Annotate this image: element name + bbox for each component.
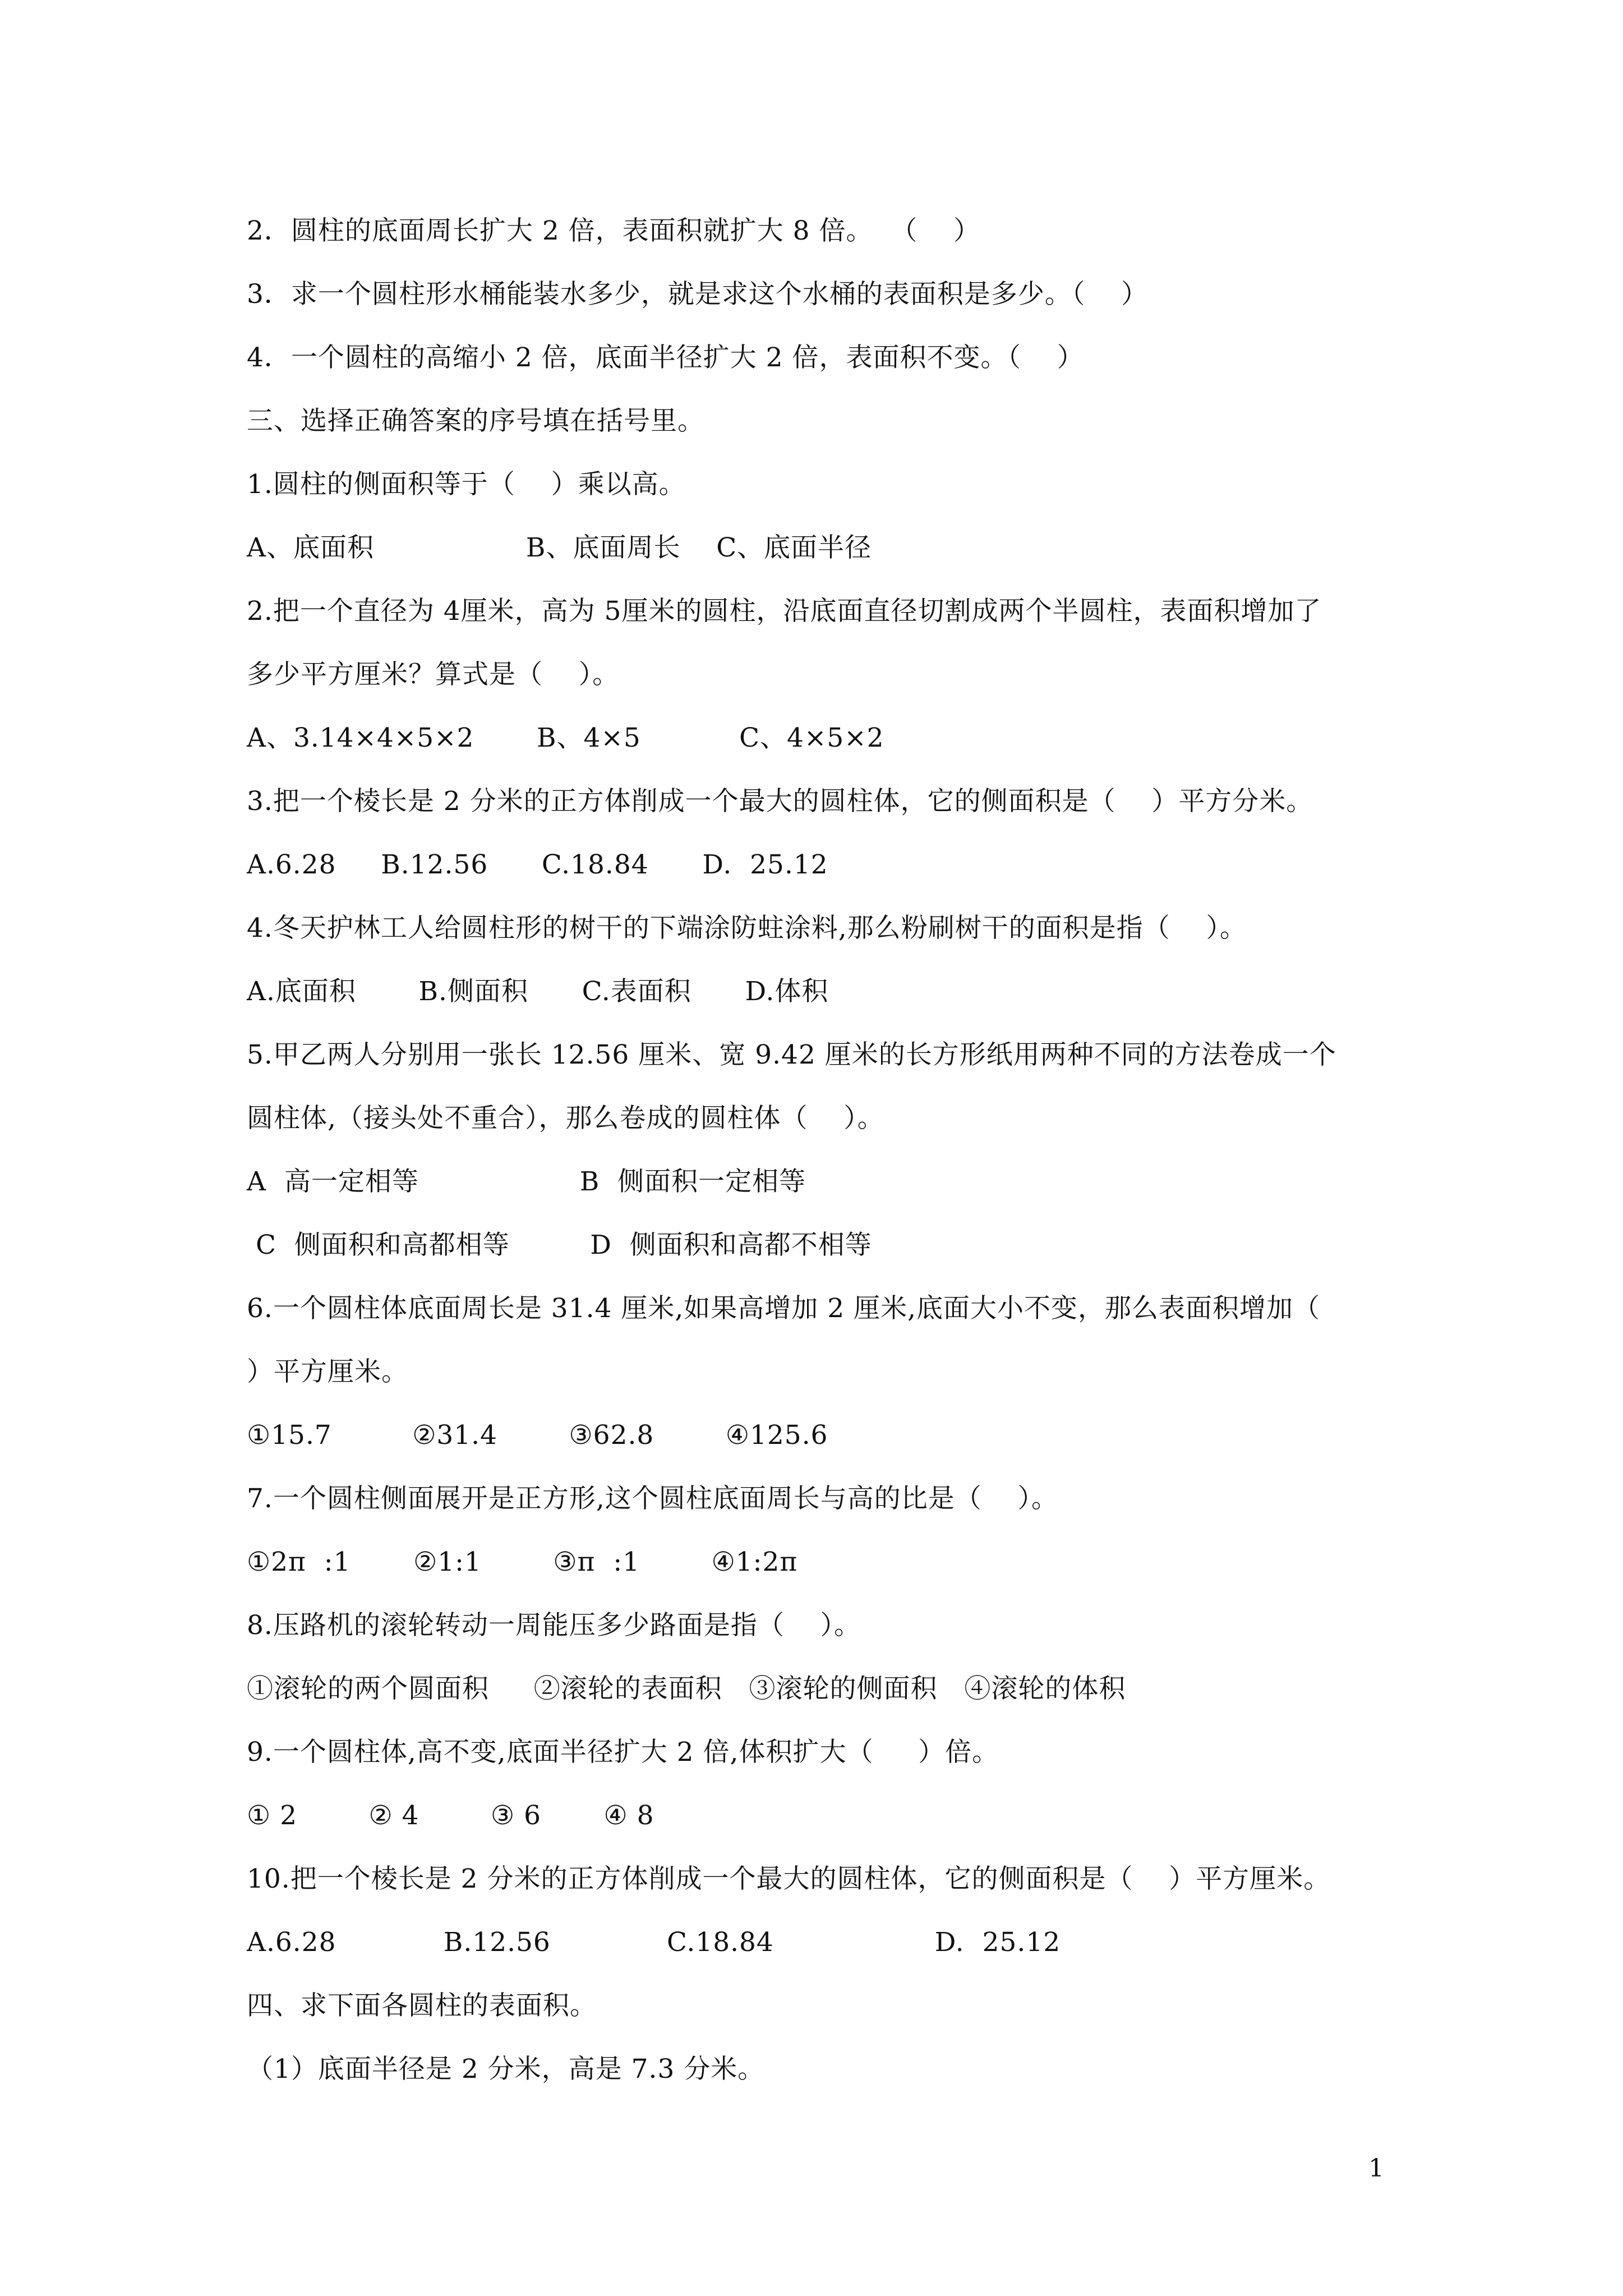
choice-question-7: 7.一个圆柱侧面展开是正方形,这个圆柱底面周长与高的比是（ ）。 xyxy=(247,1483,1059,1514)
choice-question-7-options: ①2π :1 ②1:1 ③π :1 ④1:2π xyxy=(247,1547,798,1577)
choice-question-5-options-ab: A 高一定相等 B 侧面积一定相等 xyxy=(247,1166,806,1197)
choice-question-5-options-cd: C 侧面积和高都相等 D 侧面积和高都不相等 xyxy=(247,1230,872,1260)
choice-question-1-options: A、底面积 B、底面周长 C、底面半径 xyxy=(247,532,872,563)
choice-question-6-line-1: 6.一个圆柱体底面周长是 31.4 厘米,如果高增加 2 厘米,底面大小不变，那么表面积增加（ xyxy=(247,1293,1321,1324)
surface-area-problem-1: （1）底面半径是 2 分米，高是 7.3 分米。 xyxy=(247,2054,765,2085)
choice-question-1: 1.圆柱的侧面积等于（ ）乘以高。 xyxy=(247,469,686,500)
choice-question-4-options: A.底面积 B.侧面积 C.表面积 D.体积 xyxy=(247,976,829,1007)
choice-question-3: 3.把一个棱长是 2 分米的正方体削成一个最大的圆柱体，它的侧面积是（ ）平方分米。 xyxy=(247,786,1313,817)
choice-question-8-options: ①滚轮的两个圆面积 ②滚轮的表面积 ③滚轮的侧面积 ④滚轮的体积 xyxy=(247,1673,1126,1704)
choice-question-9: 9.一个圆柱体,高不变,底面半径扩大 2 倍,体积扩大（ ）倍。 xyxy=(247,1737,999,1768)
section-4-heading: 四、求下面各圆柱的表面积。 xyxy=(247,1990,597,2021)
question-3-line: 3．求一个圆柱形水桶能装水多少，就是求这个水桶的表面积是多少。（ ） xyxy=(247,279,1149,310)
choice-question-9-options: ① 2 ② 4 ③ 6 ④ 8 xyxy=(247,1800,654,1831)
choice-question-5-line-2: 圆柱体,（接头处不重合），那么卷成的圆柱体（ ）。 xyxy=(247,1103,884,1134)
choice-question-10: 10.把一个棱长是 2 分米的正方体削成一个最大的圆柱体，它的侧面积是（ ）平方厘米。 xyxy=(247,1864,1331,1894)
choice-question-2-options: A、3.14×4×5×2 B、4×5 C、4×5×2 xyxy=(247,723,884,753)
page-number: 1 xyxy=(1368,2154,1384,2183)
choice-question-6-options: ①15.7 ②31.4 ③62.8 ④125.6 xyxy=(247,1420,828,1451)
choice-question-2-line-2: 多少平方厘米？算式是（ ）。 xyxy=(247,659,620,690)
question-2-line: 2．圆柱的底面周长扩大 2 倍，表面积就扩大 8 倍。 （ ） xyxy=(247,215,981,246)
choice-question-6-line-2: ）平方厘米。 xyxy=(247,1356,408,1387)
choice-question-5-line-1: 5.甲乙两人分别用一张长 12.56 厘米、宽 9.42 厘米的长方形纸用两种不同的方法卷成一个 xyxy=(247,1039,1336,1070)
choice-question-10-options: A.6.28 B.12.56 C.18.84 D. 25.12 xyxy=(247,1927,1061,1958)
choice-question-4: 4.冬天护林工人给圆柱形的树干的下端涂防蛀涂料,那么粉刷树干的面积是指（ ）。 xyxy=(247,913,1247,944)
choice-question-3-options: A.6.28 B.12.56 C.18.84 D. 25.12 xyxy=(247,849,828,880)
question-4-line: 4．一个圆柱的高缩小 2 倍，底面半径扩大 2 倍，表面积不变。（ ） xyxy=(247,342,1084,373)
section-3-heading: 三、选择正确答案的序号填在括号里。 xyxy=(247,406,704,436)
choice-question-8: 8.压路机的滚轮转动一周能压多少路面是指（ ）。 xyxy=(247,1610,861,1641)
choice-question-2-line-1: 2.把一个直径为 4厘米，高为 5厘米的圆柱，沿底面直径切割成两个半圆柱，表面积增加了 xyxy=(247,596,1322,627)
